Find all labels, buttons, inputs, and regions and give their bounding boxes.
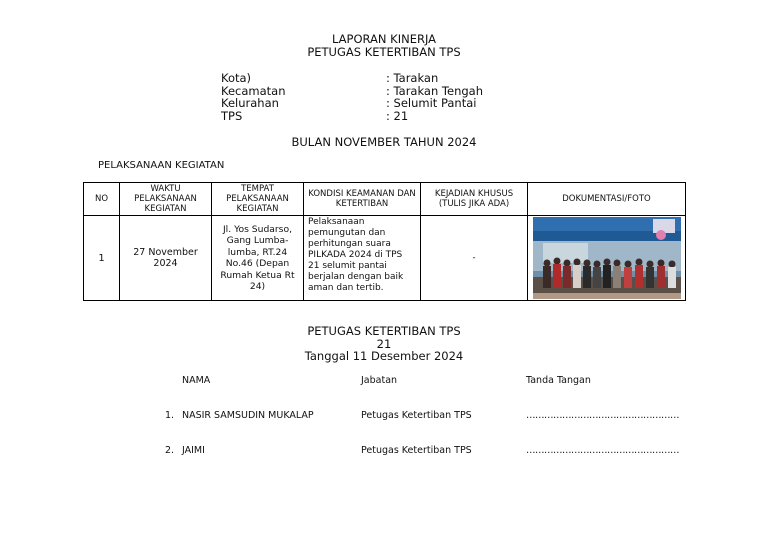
cell-dokumentasi xyxy=(528,216,686,301)
header-tempat: TEMPAT PELAKSANAAN KEGIATAN xyxy=(212,183,304,216)
footer-title: PETUGAS KETERTIBAN TPS xyxy=(307,324,461,338)
header-no: NO xyxy=(84,183,120,216)
header-kejadian: KEJADIAN KHUSUS (TULIS JIKA ADA) xyxy=(421,183,528,216)
report-title: LAPORAN KINERJA xyxy=(331,32,437,46)
info-label-tps: TPS xyxy=(221,109,243,123)
info-value-kota: : Tarakan xyxy=(386,71,439,85)
cell-waktu: 27 November 2024 xyxy=(120,216,212,301)
footer-tps-number: 21 xyxy=(376,337,392,351)
info-value-tps: : 21 xyxy=(386,109,409,123)
cell-tempat: Jl. Yos Sudarso, Gang Lumba-lumba, RT.24 No.46 (Depan Rumah Ketua Rt 24) xyxy=(212,216,304,301)
info-value-kelurahan: : Selumit Pantai xyxy=(386,96,477,110)
info-label-kota: Kota) xyxy=(221,71,252,85)
sig-row-jabatan: Petugas Ketertiban TPS xyxy=(361,410,472,421)
cell-kejadian: - xyxy=(421,216,528,301)
header-kondisi: KONDISI KEAMANAN DAN KETERTIBAN xyxy=(304,183,421,216)
sig-header-jabatan: Jabatan xyxy=(361,375,398,386)
sig-row-number: 2. xyxy=(165,445,175,456)
info-label-kecamatan: Kecamatan xyxy=(221,84,286,98)
sig-row-line: …………………………………………… xyxy=(526,410,679,421)
sig-row-name: JAIMI xyxy=(182,445,205,456)
sig-header-nama: NAMA xyxy=(182,375,211,386)
documentation-photo xyxy=(533,217,681,299)
cell-kondisi: Pelaksanaan pemungutan dan perhitungan suara PILKADA 2024 di TPS 21 selumit pantai berjalan dengan baik aman dan tertib. xyxy=(304,216,421,301)
info-label-kelurahan: Kelurahan xyxy=(221,96,279,110)
sig-row-name: NASIR SAMSUDIN MUKALAP xyxy=(182,410,314,421)
activity-table xyxy=(83,182,686,301)
sig-header-ttd: Tanda Tangan xyxy=(526,375,591,386)
sig-row-number: 1. xyxy=(165,410,175,421)
report-period: BULAN NOVEMBER TAHUN 2024 xyxy=(291,135,477,149)
sig-row-jabatan: Petugas Ketertiban TPS xyxy=(361,445,472,456)
table-header-row xyxy=(84,183,686,216)
cell-no: 1 xyxy=(84,216,120,301)
footer-date: Tanggal 11 Desember 2024 xyxy=(304,349,464,363)
header-dokumentasi: DOKUMENTASI/FOTO xyxy=(528,183,686,216)
info-value-kecamatan: : Tarakan Tengah xyxy=(386,84,483,98)
header-waktu: WAKTU PELAKSANAAN KEGIATAN xyxy=(120,183,212,216)
section-title: PELAKSANAAN KEGIATAN xyxy=(98,160,225,171)
report-subtitle: PETUGAS KETERTIBAN TPS xyxy=(307,45,461,59)
sig-row-line: …………………………………………… xyxy=(526,445,679,456)
table-row xyxy=(84,216,686,301)
